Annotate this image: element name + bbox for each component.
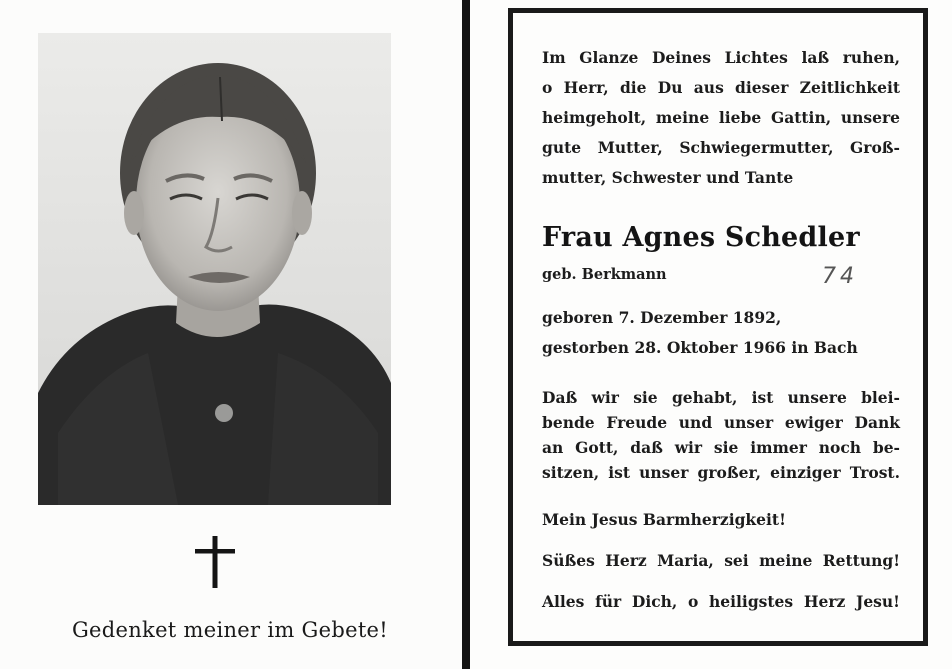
closing-line: Süßes Herz Maria, sei meine Rettung! [542, 551, 900, 570]
handwritten-age-note: 74 [822, 264, 858, 289]
consolation-line: bende Freude und unser ewiger Dank [542, 413, 900, 432]
left-panel [0, 0, 462, 669]
intro-line: mutter, Schwester und Tante [542, 168, 794, 187]
consolation-text [542, 385, 900, 485]
death-date: gestorben 28. Oktober 1966 in Bach [542, 338, 858, 357]
portrait-photo [38, 33, 391, 505]
closing-prayer-1 [542, 505, 900, 535]
intro-line: heimgeholt, meine liebe Gattin, unsere [542, 108, 900, 127]
intro-line: o Herr, die Du aus dieser Zeitlichkeit [542, 78, 900, 97]
intro-line: gute Mutter, Schwiegermutter, Groß- [542, 138, 900, 157]
consolation-line: sitzen, ist unser großer, einziger Trost. [542, 463, 900, 482]
intro-line: Im Glanze Deines Lichtes laß ruhen, [542, 48, 900, 67]
closing-line: Alles für Dich, o heiligstes Herz Jesu! [542, 592, 900, 611]
birth-date: geboren 7. Dezember 1892, [542, 308, 782, 327]
intro-prayer [542, 43, 900, 193]
cross-icon [195, 536, 235, 588]
life-dates [542, 303, 900, 363]
deceased-name: Frau Agnes Schedler [542, 222, 860, 253]
maiden-name: geb. Berkmann [542, 266, 667, 283]
closing-line: Mein Jesus Barmherzigkeit! [542, 510, 786, 529]
right-panel [470, 0, 952, 669]
consolation-line: an Gott, daß wir sie immer noch be- [542, 438, 900, 457]
center-divider [462, 0, 470, 669]
consolation-line: Daß wir sie gehabt, ist unsere blei- [542, 388, 900, 407]
closing-prayer-3 [542, 587, 900, 617]
portrait-illustration [38, 33, 391, 505]
closing-prayer-2 [542, 546, 900, 576]
prayer-request-caption: Gedenket meiner im Gebete! [71, 618, 389, 642]
